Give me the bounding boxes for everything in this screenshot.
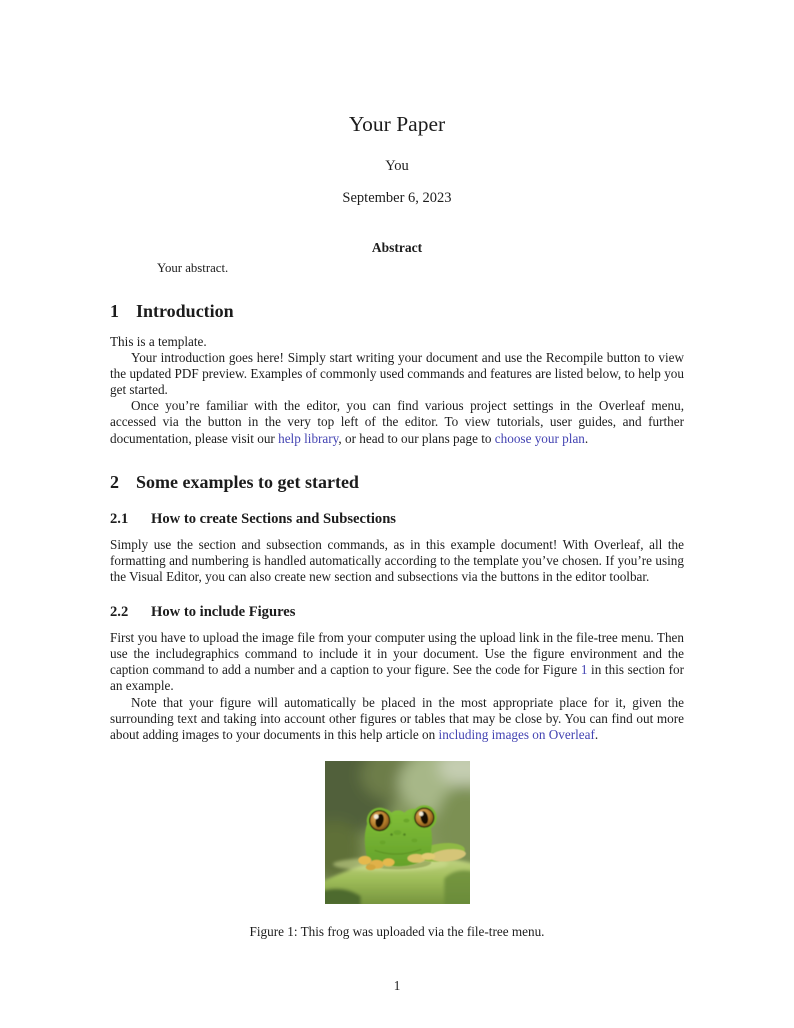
figures-paragraph-1 (110, 630, 684, 694)
figure-1 (110, 761, 684, 940)
figure-caption: Figure 1: This frog was uploaded via the file-tree menu. (249, 923, 545, 939)
intro-paragraph-1: This is a template. (110, 333, 207, 349)
paragraph-text: , or head to our plans page to (338, 430, 495, 446)
including-images-link[interactable]: including images on Overleaf (438, 726, 595, 742)
abstract-block (110, 240, 684, 277)
paper-title: Your Paper (348, 112, 446, 136)
page-number: 1 (393, 978, 401, 993)
paragraph-text: . (594, 726, 599, 742)
section-2-title: Some examples to get started (136, 471, 359, 492)
help-library-link[interactable]: help library (278, 430, 339, 446)
paragraph-text: First you have to upload the image file from your computer using the upload link in the file-tree menu. Then use the includegraphics command to include it in your document. Use the figure environment and the caption command to add a number and a caption to your figure. See the code for Figure (110, 630, 684, 678)
section-1-number: 1 (110, 301, 119, 322)
figures-paragraph-2 (110, 695, 684, 743)
abstract-heading: Abstract (371, 239, 423, 255)
paragraph-text: . (584, 430, 589, 446)
frog-illustration (325, 761, 470, 904)
paragraph-text: Once you’re familiar with the editor, you can find various project settings in the Overleaf menu, accessed via the button in the very top left of the editor. To view tutorials, user guides, and further documentation, please visit our (110, 398, 684, 446)
subsection-2-1-title: How to create Sections and Subsections (151, 511, 396, 528)
paper-date: September 6, 2023 (342, 189, 452, 206)
subsection-2-1-paragraph: Simply use the section and subsection commands, as in this example document! With Overleaf, all the formatting and numbering is handled automatically according to the template you’ve chosen. If you’re using the Visual Editor, you can also create new section and subsections via the buttons in the editor toolbar. (110, 537, 684, 585)
section-1-heading (110, 301, 684, 322)
subsection-2-2-title: How to include Figures (151, 604, 296, 621)
section-1-title: Introduction (136, 301, 234, 322)
section-2-number: 2 (110, 471, 119, 492)
title-block (110, 0, 684, 207)
subsection-2-2-heading (110, 604, 684, 621)
subsection-2-1-number: 2.1 (110, 511, 129, 528)
abstract-text: Your abstract. (157, 260, 229, 275)
subsection-2-2-number: 2.2 (110, 604, 129, 621)
intro-paragraph-2: Your introduction goes here! Simply start writing your document and use the Recompile button to view the updated PDF preview. Examples of commonly used commands and features are listed below, to help you get started. (110, 350, 684, 398)
section-2-heading (110, 472, 684, 493)
intro-paragraph-3 (110, 398, 684, 446)
figure-1-reference-link[interactable]: 1 (580, 662, 588, 678)
paragraph-text: in this section for an example. (110, 662, 684, 694)
subsection-2-1-heading (110, 511, 684, 528)
frog-photo (325, 761, 470, 904)
paper-author: You (385, 157, 409, 174)
paragraph-text: Note that your figure will automatically be placed in the most appropriate place for it, given the surrounding text and taking into account other figures or tables that may be close by. You can find out more about adding images to your documents in this help article on (110, 694, 684, 742)
choose-your-plan-link[interactable]: choose your plan (494, 430, 585, 446)
